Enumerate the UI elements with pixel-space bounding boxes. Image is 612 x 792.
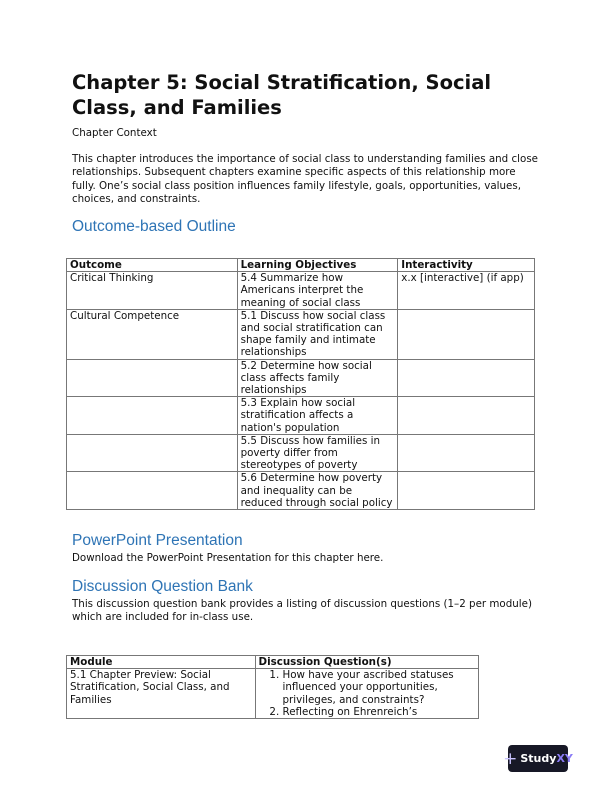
objective-cell: 5.4 Summarize how Americans interpret the meaning of social class	[237, 272, 398, 310]
interactivity-cell	[398, 359, 535, 397]
outline-heading: Outcome-based Outline	[72, 218, 236, 235]
studyxy-badge[interactable]	[503, 745, 573, 772]
header-cell: Interactivity	[398, 259, 535, 272]
intro-paragraph: This chapter introduces the importance of social class to understanding families and close relationships. Subsequent chapters examine specific aspects of this relationship more fully. One’s social class position influences family lifestyle, goals, opportunities, values, choices, and constraints.	[72, 153, 539, 205]
header-cell: Learning Objectives	[237, 259, 398, 272]
header-cell: Outcome	[67, 259, 238, 272]
header-cell: Discussion Question(s)	[255, 656, 478, 669]
powerpoint-heading: PowerPoint Presentation	[72, 532, 243, 549]
table-row	[67, 472, 535, 510]
header-cell: Module	[67, 656, 256, 669]
badge-text-accent: XY	[556, 752, 573, 765]
table-row	[67, 669, 479, 719]
table-row	[67, 397, 535, 435]
table-row	[67, 309, 535, 359]
interactivity-cell	[398, 434, 535, 472]
table-row	[67, 359, 535, 397]
outcome-cell	[67, 397, 238, 435]
outcome-cell	[67, 359, 238, 397]
interactivity-cell	[398, 397, 535, 435]
page-title: Chapter 5: Social Stratification, Social Class, and Families	[72, 71, 492, 119]
outcome-cell	[67, 434, 238, 472]
objective-cell: 5.6 Determine how poverty and inequality can be reduced through social policy	[237, 472, 398, 510]
discussion-table	[66, 655, 479, 719]
chapter-context-label: Chapter Context	[72, 127, 157, 139]
objective-cell: 5.5 Discuss how families in poverty differ from stereotypes of poverty	[237, 434, 398, 472]
objective-cell: 5.3 Explain how social stratification affects a nation's population	[237, 397, 398, 435]
questions-cell	[255, 669, 478, 719]
outcome-cell: Cultural Competence	[67, 309, 238, 359]
plus-icon: +	[503, 748, 518, 769]
discussion-heading: Discussion Question Bank	[72, 578, 253, 595]
badge-text: Study	[520, 752, 557, 765]
outcome-cell	[67, 472, 238, 510]
table-row	[67, 272, 535, 310]
objective-cell: 5.2 Determine how social class affects family relationships	[237, 359, 398, 397]
question-item: 2. Reflecting on Ehrenreich’s	[283, 706, 475, 718]
module-cell: 5.1 Chapter Preview: Social Stratification, Social Class, and Families	[67, 669, 256, 719]
powerpoint-text: Download the PowerPoint Presentation for this chapter here.	[72, 552, 384, 564]
discussion-text: This discussion question bank provides a listing of discussion questions (1–2 per module) which are included for in-class use.	[72, 598, 533, 624]
table-header-row	[67, 656, 479, 669]
outline-table	[66, 258, 535, 510]
outcome-cell: Critical Thinking	[67, 272, 238, 310]
table-header-row	[67, 259, 535, 272]
interactivity-cell	[398, 472, 535, 510]
objective-cell: 5.1 Discuss how social class and social stratification can shape family and intimate relationships	[237, 309, 398, 359]
question-item: 1. How have your ascribed statuses influenced your opportunities, privileges, and constraints?	[283, 669, 475, 706]
interactivity-cell	[398, 309, 535, 359]
interactivity-cell: x.x [interactive] (if app)	[398, 272, 535, 310]
table-row	[67, 434, 535, 472]
